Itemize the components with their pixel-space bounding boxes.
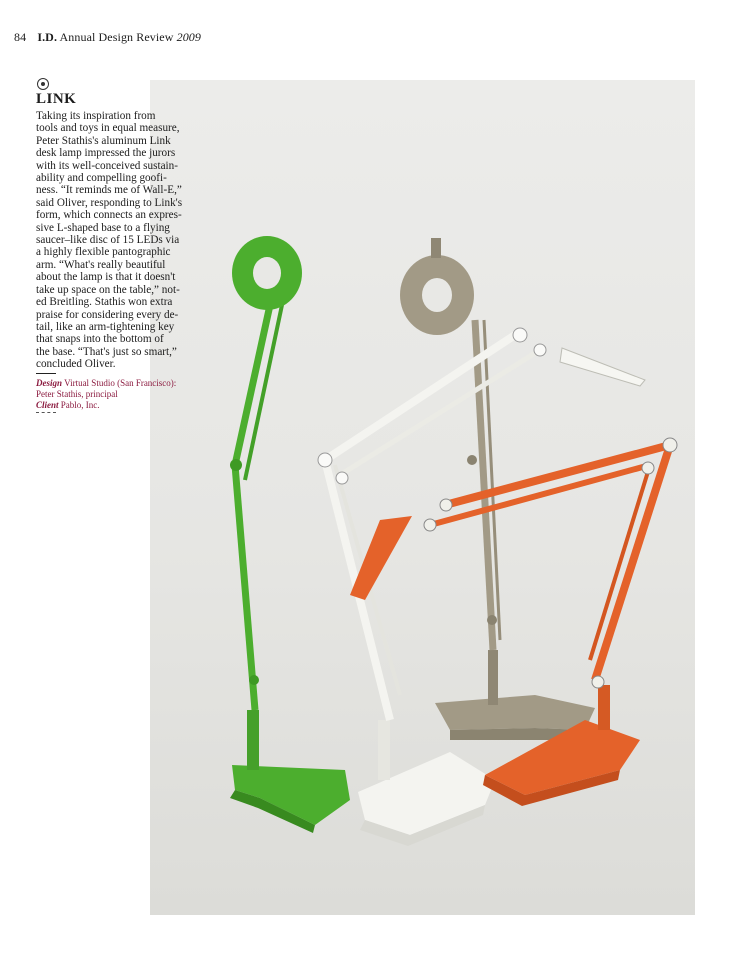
article-body-line: form, which connects an expres- [36,209,182,222]
green-lamp [230,236,350,833]
article-body-line: ness. “It reminds me of Wall-E,” [36,184,182,197]
client-credit-line [36,400,196,411]
publication-year: 2009 [176,30,202,44]
article-body-line: Taking its inspiration from [36,110,156,122]
article-body-line: desk lamp impressed the jurors [36,147,176,160]
article-body [36,110,194,371]
article-body-line: tools and toys in equal measure, [36,122,180,135]
article-body-line: Peter Stathis's aluminum Link [36,134,171,147]
product-photo [150,80,695,915]
circle-dot-icon [37,78,49,90]
article-body-line: tail, like an arm-tightening key [36,320,175,333]
orange-lamp [350,438,677,806]
article-title: LINK [36,91,77,107]
client-value: Pablo, Inc. [60,400,100,410]
publication-name: I.D. [37,30,58,44]
design-person: Peter Stathis, principal [36,389,118,399]
page-number: 84 [14,30,27,44]
client-label: Client [36,400,59,410]
design-credit-line [36,378,196,389]
article-body-line: concluded Oliver. [36,358,116,371]
article-body-line: with its well-conceived sustain- [36,159,178,172]
article-body-line: said Oliver, responding to Link's [36,196,183,209]
page-header [14,30,201,45]
article-body-line: saucer–like disc of 15 LEDs via [36,234,180,247]
article-body-line: the base. “That's just so smart,” [36,345,177,358]
article-body-line: take up space on the table,” not- [36,283,180,296]
article-body-line: ability and compelling goofi- [36,172,167,185]
credits-end-rule [36,412,56,413]
article-body-line: sive L-shaped base to a flying [36,221,170,234]
section-name: Annual Design Review [59,30,174,44]
design-label: Design [36,378,63,388]
credits-divider [36,373,56,374]
article-body-line: a highly flexible pantographic [36,246,171,259]
credits [36,378,196,411]
article-body-line: arm. “What's really beautiful [36,258,166,271]
design-value: Virtual Studio (San Francisco): [64,378,177,388]
article-body-line: ed Breitling. Stathis won extra [36,296,173,309]
article-body-line: that snaps into the bottom of [36,333,164,346]
link-lamps-illustration [150,80,695,915]
article-body-line: about the lamp is that it doesn't [36,271,176,284]
article-body-line: praise for considering every de- [36,308,179,321]
